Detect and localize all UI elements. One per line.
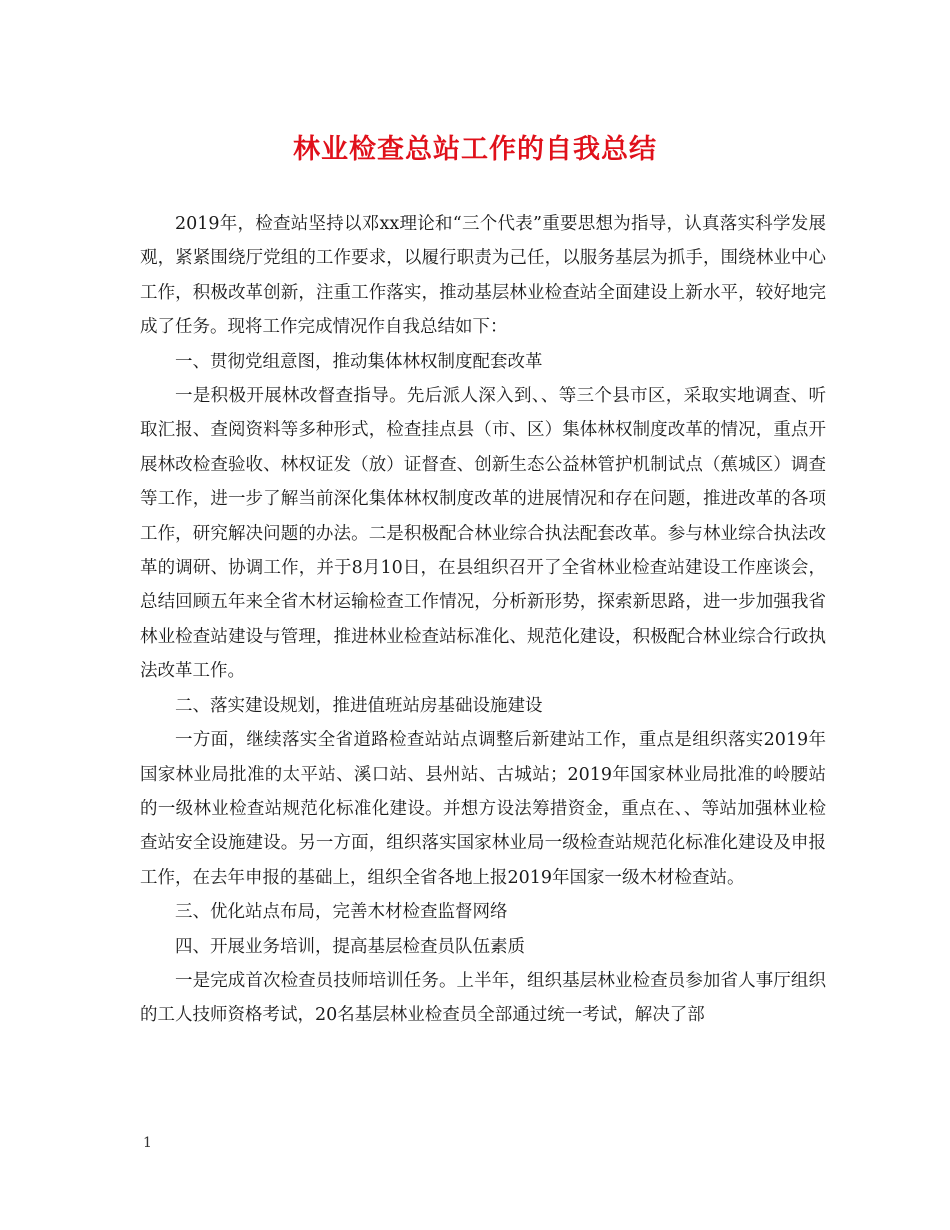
section-heading-2: 二、落实建设规划，推进值班站房基础设施建设: [175, 695, 543, 716]
section-heading-3: 三、优化站点布局，完善木材检查监督网络: [175, 902, 508, 923]
section-heading-4: 四、开展业务培训，提高基层检查员队伍素质: [175, 936, 525, 957]
document-body: [140, 207, 826, 1033]
section-2-paragraph: 一方面，继续落实全省道路检查站站点调整后新建站工作，重点是组织落实2019年国家林业局批准的太平站、溪口站、县州站、古城站；2019年国家林业局批准的岭腰站的一级林业检查站规范化标准化建设。并想方设法筹措资金，重点在、、等站加强林业检查站安全设施建设。另一方面，组织落实国家林业局一级检查站规范化标准化建设及申报工作，在去年申报的基础上，组织全省各地上报2019年国家一级木材检查站。: [140, 730, 826, 888]
section-4-paragraph: 一是完成首次检查员技师培训任务。上半年，组织基层林业检查员参加省人事厅组织的工人技师资格考试，20名基层林业检查员全部通过统一考试，解决了部: [140, 970, 826, 1026]
section-heading-1: 一、贯彻党组意图，推动集体林权制度配套改革: [175, 351, 543, 372]
section-1-paragraph: 一是积极开展林改督查指导。先后派人深入到、、等三个县市区，采取实地调查、听取汇报、查阅资料等多种形式，检查挂点县（市、区）集体林权制度改革的情况，重点开展林改检查验收、林权证发（放）证督查、创新生态公益林管护机制试点（蕉城区）调查等工作，进一步了解当前深化集体林权制度改革的进展情况和存在问题，推进改革的各项工作，研究解决问题的办法。二是积极配合林业综合执法配套改革。参与林业综合执法改革的调研、协调工作，并于8月10日，在县组织召开了全省林业检查站建设工作座谈会，总结回顾五年来全省木材运输检查工作情况，分析新形势，探索新思路，进一步加强我省林业检查站建设与管理，推进林业检查站标准化、规范化建设，积极配合林业综合行政执法改革工作。: [140, 386, 826, 682]
intro-paragraph: 2019年，检查站坚持以邓xx理论和“三个代表”重要思想为指导，认真落实科学发展观，紧紧围绕厅党组的工作要求，以履行职责为己任，以服务基层为抓手，围绕林业中心工作，积极改革创新，注重工作落实，推动基层林业检查站全面建设上新水平，较好地完成了任务。现将工作完成情况作自我总结如下：: [140, 214, 826, 338]
document-title: 林业检查总站工作的自我总结: [293, 134, 657, 165]
page-number: 1: [143, 1135, 152, 1151]
